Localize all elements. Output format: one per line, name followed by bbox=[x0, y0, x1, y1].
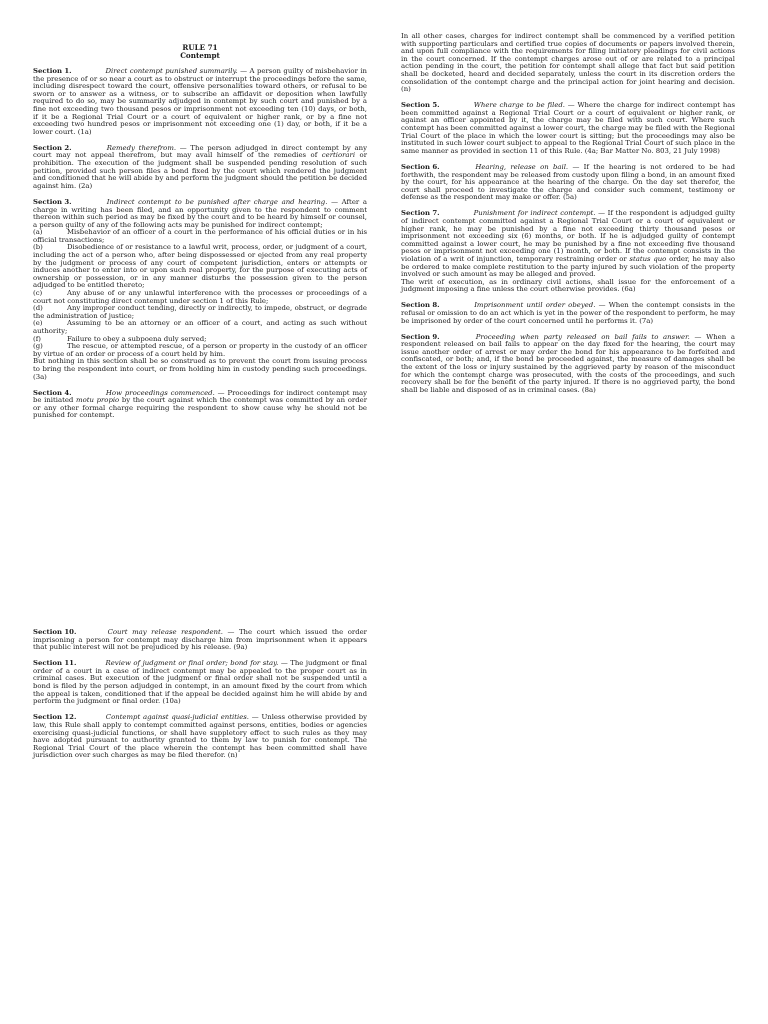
section-1-heading: Direct contempt punished summarily. bbox=[105, 67, 238, 75]
section-7 bbox=[401, 210, 735, 278]
section-10-heading: Court may release respondent. bbox=[107, 628, 223, 636]
section-9-heading: Proceeding when party released on bail fails to answer. bbox=[475, 332, 690, 341]
section-11-text: — The judgment or final order of a court in a case of indirect contempt may be appealed to the proper court as in criminal cases. But execution of the judgment or final order shall not be suspended until a bond is filed by the person adjudged in contempt, in an amount fixed by the court from which the appeal is taken, conditioned that if the appeal be decided against him he will abide by and perform the judgment or final order. (10a) bbox=[33, 659, 367, 706]
section-7-text-italic: status quo bbox=[629, 254, 667, 263]
section-7-writ: The writ of execution, as in ordinary civil actions, shall issue for the enforcement of a judgment imposing a fine unless the court otherwise provides. (6a) bbox=[401, 277, 735, 294]
section-2-text-a: — The person adjudged in direct contempt by any court may not appeal therefrom, but may avail himself of the remedies of bbox=[33, 143, 367, 160]
list-item: (e) Assuming to be an attorney or an officer of a court, and acting as such without authority; bbox=[33, 319, 367, 335]
section-4-text-b: by the court against which the contempt was committed by an order or any other formal charge requiring the respondent to show cause why he should not be punished for contempt. bbox=[33, 396, 368, 420]
section-11-label: Section 11. bbox=[33, 659, 77, 668]
section-1 bbox=[33, 68, 367, 136]
section-4-continued: In all other cases, charges for indirect contempt shall be commenced by a verified petition with supporting particulars and certified true copies of documents or papers involved therein, and upon full compliance with the requirements for filing initiatory pleadings for civil actions in the court concerned. If the contempt charges arose out of or are related to a principal action pending in the court, the petition for contempt shall allege that fact but said petition shall be docketed, heard and decided separately, unless the court in its discretion orders the consolidation of the contempt charge and the principal action for joint hearing and decision. (n) bbox=[401, 32, 735, 94]
section-12 bbox=[33, 714, 367, 760]
list-item: (a) Misbehavior of an officer of a court in the performance of his official duties or in his official transactions; bbox=[33, 228, 367, 244]
document-title bbox=[33, 44, 367, 60]
rule-subject: Contempt bbox=[180, 51, 220, 60]
section-12-text: — Unless otherwise provided by law, this Rule shall apply to contempt committed against persons, entities, bodies or agencies exercising quasi-judicial functions, or shall have suppletory effect to such rules as they may have adopted pursuant to authority granted to them by law to punish for contempt. The Regional Trial Court of the place wherein the contempt has been committed shall have jurisdiction over such charges as may be filed therefor. (n) bbox=[33, 713, 367, 760]
section-12-heading: Contempt against quasi-judicial entities. bbox=[105, 713, 249, 722]
section-11-heading: Review of judgment or final order; bond for stay. bbox=[105, 659, 279, 668]
section-11 bbox=[33, 660, 367, 706]
section-2-text-italic: certiorari bbox=[321, 151, 356, 160]
section-5-label: Section 5. bbox=[401, 101, 440, 110]
section-6-label: Section 6. bbox=[401, 162, 440, 171]
section-8-text: — When the contempt consists in the refusal or omission to do an act which is yet in the power of the respondent to perform, he may be imprisoned by order of the court concerned until he performs it. (7a) bbox=[401, 301, 735, 325]
section-9-label: Section 9. bbox=[401, 332, 440, 341]
section-4-text-a: — Proceedings for indirect contempt may be initiated bbox=[33, 388, 367, 405]
section-10-text: — The court which issued the order imprisoning a person for contempt may discharge him from imprisonment when it appears that public interest will not be prejudiced by his release. (9a) bbox=[33, 628, 367, 652]
section-10 bbox=[33, 629, 367, 652]
section-8 bbox=[401, 302, 735, 325]
section-7-heading: Punishment for indirect contempt. bbox=[473, 209, 596, 218]
rule-number: RULE 71 bbox=[182, 43, 218, 52]
section-5-heading: Where charge to be filed. bbox=[473, 101, 565, 110]
section-4-heading: How proceedings commenced. bbox=[105, 388, 215, 397]
section-2-text-b: or prohibition. The execution of the judgment shall be suspended pending resolution of such petition, provided such person files a bond fixed by the court which rendered the judgment and conditioned that he will abide by and perform the judgment should the petition be decided against him. (2a) bbox=[33, 151, 367, 190]
section-1-label: Section 1. bbox=[33, 67, 72, 75]
section-9 bbox=[401, 334, 735, 395]
section-8-label: Section 8. bbox=[401, 301, 440, 310]
section-3 bbox=[33, 199, 367, 229]
section-6-heading: Hearing, release on bail. bbox=[475, 162, 569, 171]
left-column bbox=[33, 44, 367, 429]
section-6 bbox=[401, 164, 735, 202]
section-1-text: — A person guilty of misbehavior in the presence of or so near a court as to obstruct or interrupt the proceedings before the same, including disrespect toward the court, offensive personalities toward others, or refusal to be sworn or to answer as a witness, or to subscribe an affidavit or deposition when lawfully required to do so, may be summarily adjudged in contempt by such court and punished by a fine not exceeding two thousand pesos or imprisonment not exceeding ten (10) days, or both, if it be a Regional Trial Court or a court of equivalent or higher rank, or by a fine not exceeding two hundred pesos or imprisonment not exceeding one (1) day, or both, if it be a lower court. (1a) bbox=[33, 67, 367, 136]
section-5 bbox=[401, 102, 735, 155]
section-4-text-italic: motu propio bbox=[76, 396, 120, 405]
section-9-text: — When a respondent released on bail fails to appear on the day fixed for the hearing, the court may issue another order of arrest or may order the bond for his appearance to be forfeited and confiscated, or both; and, if the bond be proceeded against, the measure of damages shall be the extent of the loss or injury sustained by the aggrieved party by reason of the misconduct for which the contempt charge was prosecuted, with the costs of the proceedings, and such recovery shall be for the benefit of the party injured. If there is no aggrieved party, the bond shall be liable and disposed of as in criminal cases. (8a) bbox=[401, 332, 735, 394]
section-3-list bbox=[33, 229, 367, 358]
right-column bbox=[401, 33, 735, 403]
section-7-label: Section 7. bbox=[401, 209, 440, 218]
section-2-heading: Remedy therefrom. bbox=[106, 143, 177, 152]
list-item: (g) The rescue, or attempted rescue, of a person or property in the custody of an officer by virtue of an order or process of a court held by him. bbox=[33, 342, 367, 358]
section-7-text-a: — If the respondent is adjudged guilty of indirect contempt committed against a Regional Trial Court or a court of equivalent or higher rank, he may be punished by a fine not exceeding thirty thousand pesos or imprisonment not exceeding six (6) months, or both. If he is adjudged guilty of contempt committed against a lower court, he may be punished by a fine not exceeding five thousand pesos or imprisonment not exceeding one (1) month, or both. If the contempt consists in the violation of a writ of injunction, temporary restraining order or bbox=[401, 209, 735, 263]
bottom-left-column bbox=[33, 629, 367, 768]
section-6-text: — If the hearing is not ordered to be had forthwith, the respondent may be released from custody upon filing a bond, in an amount fixed by the court, for his appearance at the hearing of the charge. On the day set therefor, the court shall proceed to investigate the charge and consider such comment, testimony or defense as the respondent may make or offer. (5a) bbox=[401, 162, 735, 202]
section-8-heading: Imprisonment until order obeyed. bbox=[474, 301, 596, 310]
section-2 bbox=[33, 145, 367, 191]
list-item: (c) Any abuse of or any unlawful interference with the processes or proceedings of a court not constituting direct contempt under section 1 of this Rule; bbox=[33, 289, 367, 305]
section-3-label: Section 3. bbox=[33, 197, 72, 206]
section-10-label: Section 10. bbox=[33, 628, 77, 636]
section-12-label: Section 12. bbox=[33, 713, 77, 722]
section-3-intro: — After a charge in writing has been filed, and an opportunity given to the respondent to comment thereon within such period as may be fixed by the court and to be heard by himself or counsel, a person guilty of any of the following acts may be punished for indirect contempt; bbox=[33, 197, 367, 229]
list-item: (d) Any improper conduct tending, directly or indirectly, to impede, obstruct, or degrade the administration of justice; bbox=[33, 304, 367, 320]
section-5-text: — Where the charge for indirect contempt has been committed against a Regional Trial Court or a court of equivalent or higher rank, or against an officer appointed by it, the charge may be filed with such court. Where such contempt has been committed against a lower court, the charge may be filed with the Regional Trial Court of the place in which the lower court is sitting; but the proceedings may also be instituted in such lower court subject to appeal to the Regional Trial Court of such place in the same manner as provided in section 11 of this Rule. (4a; Bar Matter No. 803, 21 July 1998) bbox=[401, 101, 735, 155]
section-4 bbox=[33, 390, 367, 420]
section-4-label: Section 4. bbox=[33, 388, 72, 397]
section-2-label: Section 2. bbox=[33, 143, 72, 152]
section-3-closing: But nothing in this section shall be so construed as to prevent the court from issuing process to bring the respondent into court, or from holding him in custody pending such proceedings. (3a) bbox=[33, 357, 367, 381]
section-7-text-b: order, he may also be ordered to make complete restitution to the party injured by such violation of the property involved or such amount as may be alleged and proved. bbox=[401, 254, 735, 279]
list-item: (b) Disobedience of or resistance to a lawful writ, process, order, or judgment of a court, including the act of a person who, after being dispossessed or ejected from any real property by the judgment or process of any court of competent jurisdiction, enters or attempts or induces another to enter into or upon such real property, for the purpose of executing acts of ownership or possession, or in any manner disturbs the possession given to the person adjudged to be entitled thereto; bbox=[33, 243, 367, 290]
section-3-heading: Indirect contempt to be punished after charge and hearing. bbox=[106, 197, 328, 206]
list-item: (f) Failure to obey a subpoena duly served; bbox=[33, 334, 207, 343]
